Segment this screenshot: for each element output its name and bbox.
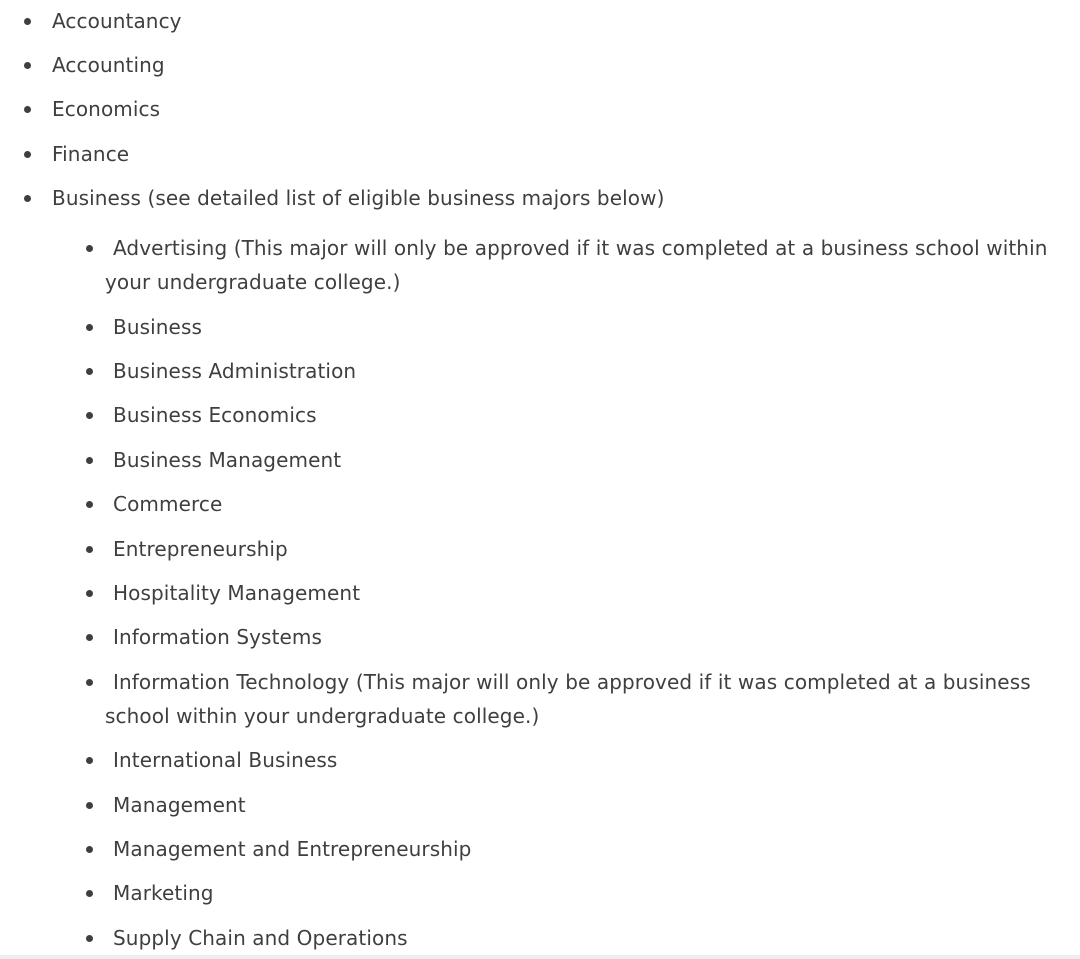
sublist-item <box>113 743 337 777</box>
sublist-item <box>113 310 202 344</box>
list-item-label: Accounting <box>52 53 165 77</box>
sublist-item-label: International Business <box>113 748 338 772</box>
bullet-icon <box>86 890 93 897</box>
bullet-icon <box>24 18 31 25</box>
list-item <box>52 181 664 215</box>
sublist-item-label: Advertising (This major will only be approved if it was completed at a business school within <box>113 236 1048 260</box>
bullet-icon <box>86 679 93 686</box>
bullet-icon <box>86 757 93 764</box>
bullet-icon <box>86 501 93 508</box>
sublist-item-label: Entrepreneurship <box>113 537 288 561</box>
sublist-item <box>113 876 214 910</box>
bullet-icon <box>86 324 93 331</box>
list-item-label: Economics <box>52 97 161 121</box>
bullet-icon <box>86 846 93 853</box>
sublist-item-label: Business <box>113 315 202 339</box>
sublist-item <box>105 231 1048 299</box>
bullet-icon <box>86 412 93 419</box>
list-item-label: Business (see detailed list of eligible business majors below) <box>52 186 665 210</box>
bullet-icon <box>86 245 93 252</box>
sublist-item-label: Commerce <box>113 492 223 516</box>
sublist-item-label: Supply Chain and Operations <box>113 926 408 950</box>
sublist-item-label: Hospitality Management <box>113 581 361 605</box>
bullet-icon <box>24 151 31 158</box>
page-bottom-edge <box>0 955 1080 959</box>
sublist-item-label: Business Administration <box>113 359 357 383</box>
sublist-item-label: Business Management <box>113 448 342 472</box>
bullet-icon <box>86 368 93 375</box>
bullet-icon <box>24 195 31 202</box>
sublist-item <box>113 443 341 477</box>
sublist-item <box>105 665 1048 733</box>
sublist-item-label: Information Systems <box>113 625 323 649</box>
sublist-item <box>113 921 408 955</box>
list-item <box>52 92 160 126</box>
list-item-label: Accountancy <box>52 9 182 33</box>
sublist-item <box>113 788 246 822</box>
bullet-icon <box>86 590 93 597</box>
bullet-icon <box>86 457 93 464</box>
bullet-icon <box>86 634 93 641</box>
sublist-item-label: Information Technology (This major will only be approved if it was completed at a business <box>113 670 1031 694</box>
sublist-item-label: Management <box>113 793 246 817</box>
list-item <box>52 4 182 38</box>
sublist-item-label-continued: your undergraduate college.) <box>105 270 401 294</box>
list-item <box>52 137 129 171</box>
bullet-icon <box>24 106 31 113</box>
bullet-icon <box>86 546 93 553</box>
sublist-item-label: Marketing <box>113 881 214 905</box>
sublist-item <box>113 620 322 654</box>
sublist-item <box>113 532 288 566</box>
bullet-icon <box>86 935 93 942</box>
sublist-item <box>113 354 356 388</box>
sublist-item-label: Business Economics <box>113 403 317 427</box>
sublist-item <box>113 487 222 521</box>
list-item-label: Finance <box>52 142 130 166</box>
bullet-icon <box>24 62 31 69</box>
sublist-item <box>113 398 317 432</box>
bullet-icon <box>86 802 93 809</box>
sublist-item <box>113 832 471 866</box>
list-item <box>52 48 165 82</box>
sublist-item-label-continued: school within your undergraduate college.) <box>105 704 540 728</box>
sublist-item <box>113 576 360 610</box>
sublist-item-label: Management and Entrepreneurship <box>113 837 472 861</box>
